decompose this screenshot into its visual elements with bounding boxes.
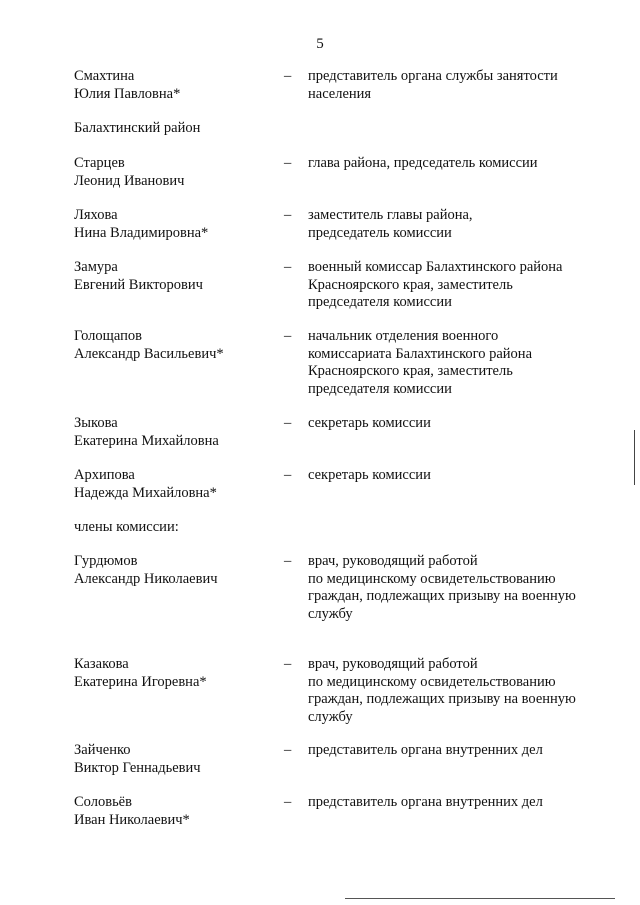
member-name [74,415,274,450]
dash: – [284,155,292,171]
role-line: граждан, подлежащих призыву на военную [308,588,576,604]
given-names: Юлия Павловна* [74,85,181,102]
role-line: службу [308,708,353,725]
dash: – [284,207,292,223]
surname: Зыкова [74,415,118,431]
member-role [308,155,598,173]
member-name [74,68,274,103]
role-line: секретарь комиссии [308,467,431,483]
role-line: Красноярского края, заместитель [308,363,513,379]
given-names: Екатерина Игоревна* [74,673,207,690]
member-role [308,259,598,312]
given-names: Александр Васильевич* [74,345,224,362]
member-role [308,467,598,485]
role-line: врач, руководящий работой [308,656,478,672]
member-role [308,553,598,623]
member-role [308,68,598,103]
dash: – [284,794,292,810]
role-line: председатель комиссии [308,224,452,241]
surname: Зайченко [74,742,131,758]
dash: – [284,742,292,758]
given-names: Александр Николаевич [74,570,218,587]
dash: – [284,553,292,569]
member-name [74,155,274,190]
surname: Ляхова [74,207,118,223]
role-line: врач, руководящий работой [308,553,478,569]
role-line: комиссариата Балахтинского района [308,345,532,362]
role-line: секретарь комиссии [308,415,431,431]
member-role [308,415,598,433]
member-role [308,742,598,760]
surname: Смахтина [74,68,135,84]
surname: Соловьёв [74,794,132,810]
surname: Замура [74,259,118,275]
member-name [74,794,274,829]
scan-artifact-line [634,430,635,485]
surname: Старцев [74,155,125,171]
surname: Голощапов [74,328,142,344]
dash: – [284,259,292,275]
member-role [308,328,598,398]
dash: – [284,68,292,84]
given-names: Екатерина Михайловна [74,432,219,449]
member-name [74,328,274,363]
given-names: Леонид Иванович [74,172,185,189]
dash: – [284,328,292,344]
member-name [74,742,274,777]
role-line: представитель органа внутренних дел [308,742,543,758]
given-names: Надежда Михайловна* [74,484,217,501]
role-line: по медицинскому освидетельствованию [308,570,556,587]
role-line: глава района, председатель комиссии [308,155,538,171]
given-names: Нина Владимировна* [74,224,209,241]
role-line: представитель органа внутренних дел [308,794,543,810]
dash: – [284,415,292,431]
role-line: службу [308,605,353,622]
dash: – [284,656,292,672]
dash: – [284,467,292,483]
given-names: Евгений Викторович [74,276,203,293]
member-role [308,207,598,242]
role-line: заместитель главы района, [308,207,473,223]
members-heading: члены комиссии: [74,519,179,535]
footer-rule [345,898,615,899]
surname: Архипова [74,467,135,483]
role-line: председателя комиссии [308,380,452,397]
role-line: населения [308,85,372,102]
role-line: представитель органа службы занятости [308,68,558,84]
role-line: председателя комиссии [308,294,452,310]
member-name [74,259,274,294]
given-names: Иван Николаевич* [74,811,190,828]
role-line: граждан, подлежащих призыву на военную [308,691,576,707]
member-name [74,207,274,242]
page-number: 5 [316,36,324,52]
role-line: по медицинскому освидетельствованию [308,673,556,690]
member-name [74,553,274,588]
member-role [308,656,598,726]
role-line: Красноярского края, заместитель [308,276,513,293]
member-role [308,794,598,812]
role-line: начальник отделения военного [308,328,499,344]
district-heading: Балахтинский район [74,120,201,136]
role-line: военный комиссар Балахтинского района [308,259,563,275]
surname: Гурдюмов [74,553,138,569]
member-name [74,467,274,502]
surname: Казакова [74,656,129,672]
given-names: Виктор Геннадьевич [74,759,201,776]
member-name [74,656,274,691]
